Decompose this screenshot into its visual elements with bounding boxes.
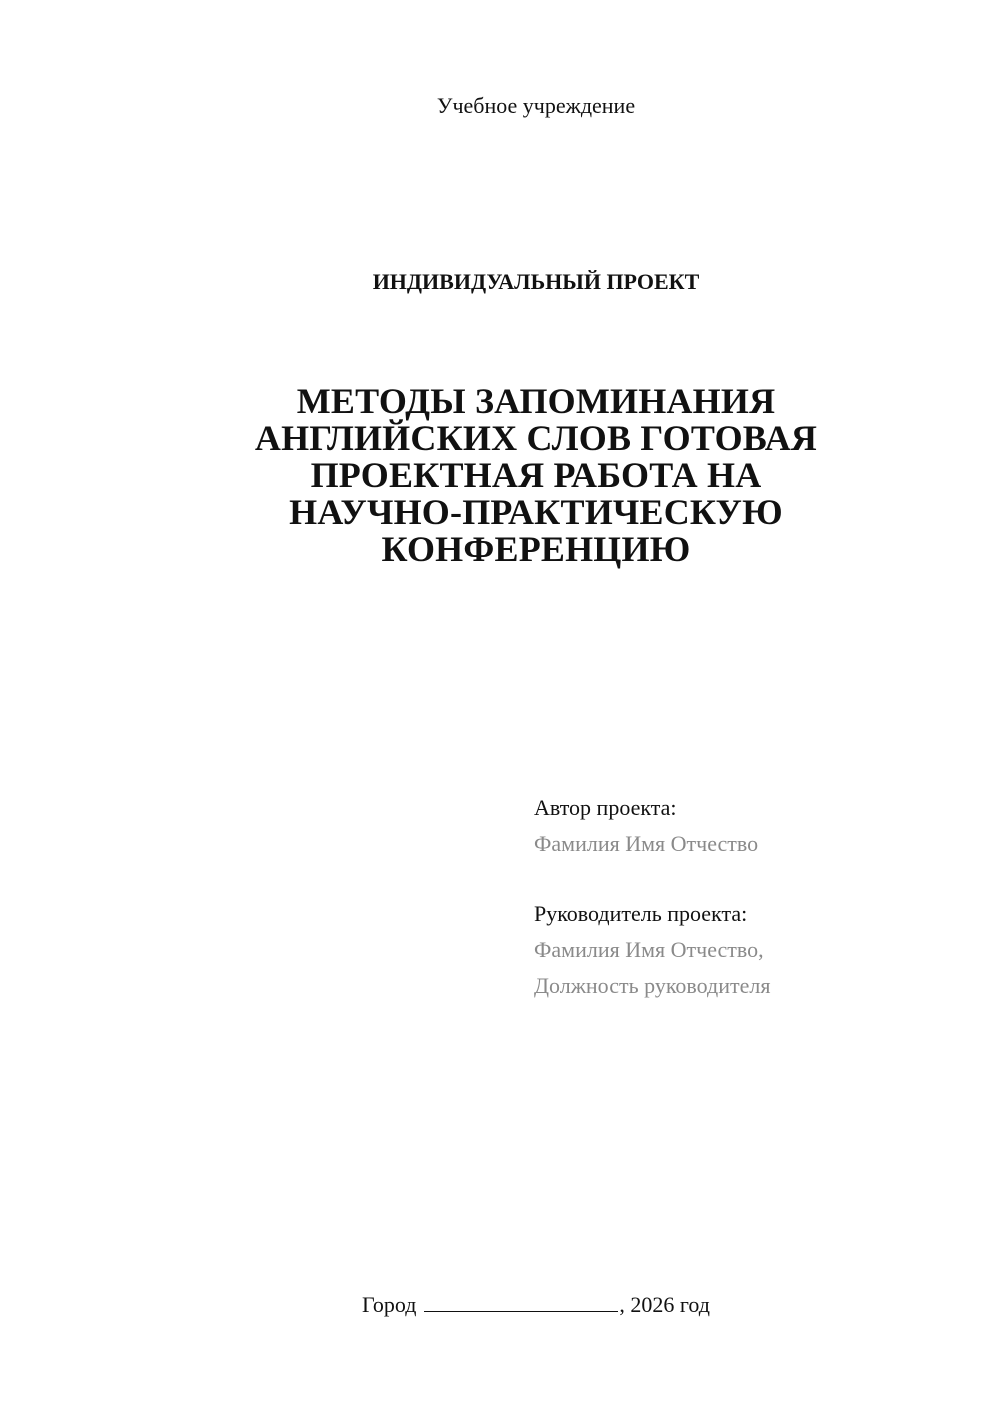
project-title bbox=[236, 383, 836, 568]
supervisor-name: Фамилия Имя Отчество, bbox=[534, 937, 764, 962]
project-title-line: НАУЧНО-ПРАКТИЧЕСКУЮ bbox=[289, 492, 783, 532]
city-blank-line bbox=[424, 1291, 618, 1312]
supervisor-label: Руководитель проекта: bbox=[534, 901, 748, 926]
project-title-line: АНГЛИЙСКИХ СЛОВ ГОТОВАЯ bbox=[254, 418, 818, 458]
supervisor-position: Должность руководителя bbox=[534, 973, 771, 998]
project-title-line: МЕТОДЫ ЗАПОМИНАНИЯ bbox=[296, 381, 776, 421]
author-label: Автор проекта: bbox=[534, 795, 677, 820]
institution-name: Учебное учреждение bbox=[436, 93, 636, 118]
project-title-line: КОНФЕРЕНЦИЮ bbox=[381, 529, 691, 569]
project-type-heading: ИНДИВИДУАЛЬНЫЙ ПРОЕКТ bbox=[372, 269, 700, 294]
year-text: , 2026 год bbox=[619, 1292, 710, 1317]
city-label: Город bbox=[362, 1292, 417, 1317]
credits-block bbox=[534, 790, 974, 1004]
city-year-line bbox=[0, 1290, 1000, 1320]
project-title-line: ПРОЕКТНАЯ РАБОТА НА bbox=[310, 455, 762, 495]
author-name: Фамилия Имя Отчество bbox=[534, 831, 759, 856]
credits-spacer bbox=[534, 862, 974, 896]
